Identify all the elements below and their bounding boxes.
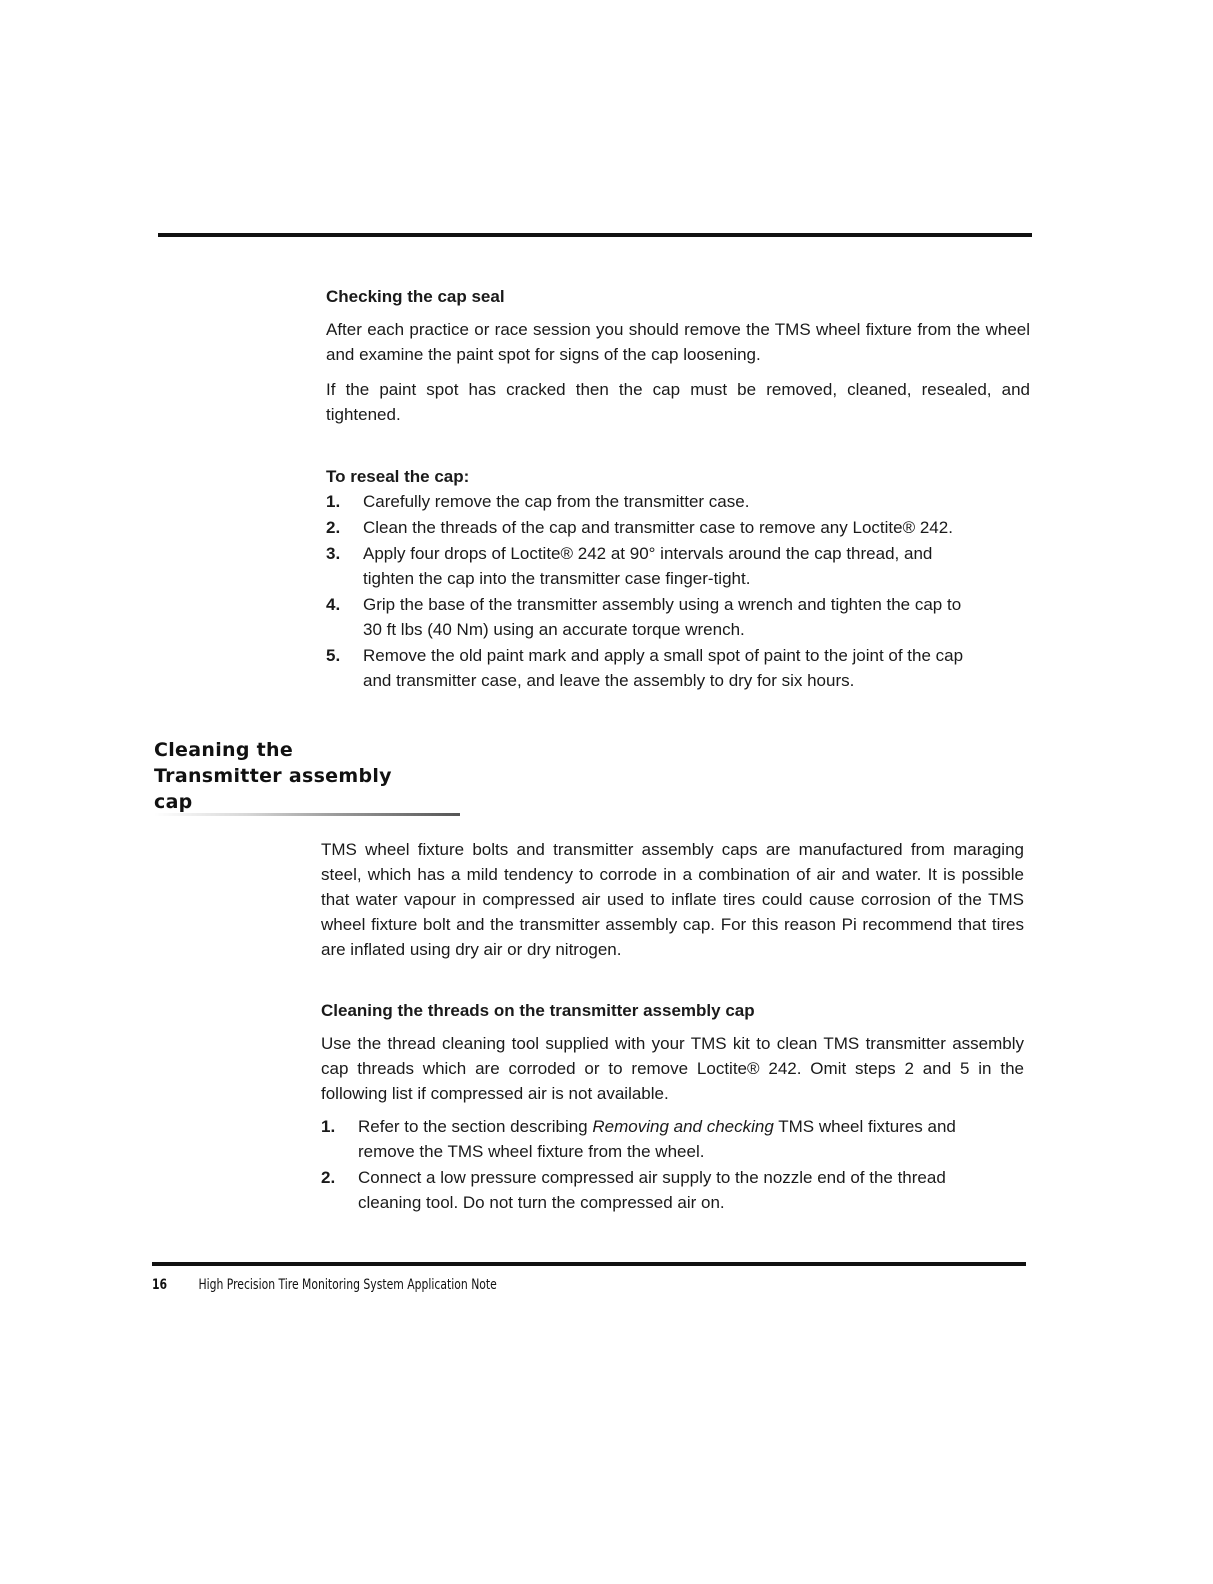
step-number: 5.: [326, 646, 341, 665]
list-item: [326, 643, 973, 693]
document-title: High Precision Tire Monitoring System Application Note: [198, 1277, 497, 1293]
step-text: Grip the base of the transmitter assembly using a wrench and tighten the cap to 30 ft lbs (40 Nm) using an accurate torque wrench.: [363, 595, 962, 639]
list-item: [326, 592, 973, 642]
step-number: 1.: [326, 492, 341, 511]
section-title-line: Transmitter assembly: [154, 765, 392, 787]
step-text: Remove the old paint mark and apply a small spot of paint to the joint of the cap and transmitter case, and leave the assembly to dry for six hours.: [363, 646, 964, 690]
list-item: [326, 541, 973, 591]
cleaning-threads-heading: Cleaning the threads on the transmitter assembly cap: [321, 1001, 755, 1020]
step-text: TMS wheel fixtures and remove the TMS wheel fixture from the wheel.: [358, 1117, 956, 1161]
bottom-rule: [152, 1262, 1026, 1266]
cleaning-intro-section: [321, 837, 1024, 962]
step-number: 2.: [321, 1168, 336, 1187]
section-title-line: cap: [154, 791, 193, 813]
cleaning-threads-paragraph: Use the thread cleaning tool supplied with your TMS kit to clean TMS transmitter assembly cap threads which are corroded or to remove Loctite® 242. Omit steps 2 and 5 in the following list if compressed air is not available.: [321, 1034, 1024, 1103]
step-text: Refer to the section describing: [358, 1117, 593, 1136]
checking-cap-seal-paragraph-1: After each practice or race session you should remove the TMS wheel fixture from the wheel and examine the paint spot for signs of the cap loosening.: [326, 320, 1030, 364]
list-item: [321, 1165, 968, 1215]
step-text: Clean the threads of the cap and transmitter case to remove any Loctite® 242.: [363, 518, 953, 537]
cleaning-section-title: [154, 737, 474, 815]
step-number: 4.: [326, 595, 341, 614]
page-number: 16: [152, 1277, 168, 1293]
step-text: Connect a low pressure compressed air supply to the nozzle end of the thread cleaning tool. Do not turn the compressed air on.: [358, 1168, 946, 1212]
cleaning-threads-section: [321, 998, 1024, 1216]
top-rule: [158, 233, 1032, 237]
reseal-cap-section: [326, 464, 1030, 694]
step-text: Carefully remove the cap from the transmitter case.: [363, 492, 750, 511]
step-number: 2.: [326, 518, 341, 537]
step-text: Apply four drops of Loctite® 242 at 90° intervals around the cap thread, and tighten the cap into the transmitter case finger-tight.: [363, 544, 933, 588]
reseal-steps-list: [326, 489, 1030, 693]
section-title-underline: [154, 813, 460, 816]
checking-cap-seal-section: [326, 284, 1030, 427]
cleaning-intro-paragraph: TMS wheel fixture bolts and transmitter assembly caps are manufactured from maraging steel, which has a mild tendency to corrode in a combination of air and water. It is possible that water vapour in compressed air used to inflate tires could cause corrosion of the TMS wheel fixture bolt and the transmitter assembly cap. For this reason Pi recommend that tires are inflated using dry air or dry nitrogen.: [321, 840, 1024, 959]
page-footer: [152, 1276, 497, 1294]
cleaning-steps-list: [321, 1114, 1024, 1215]
section-reference: Removing and checking: [592, 1117, 774, 1136]
section-title-line: Cleaning the: [154, 739, 294, 761]
list-item: [326, 489, 973, 514]
checking-cap-seal-heading: Checking the cap seal: [326, 287, 505, 306]
step-number: 3.: [326, 544, 341, 563]
list-item: [326, 515, 973, 540]
step-number: 1.: [321, 1117, 336, 1136]
reseal-cap-heading: To reseal the cap:: [326, 467, 470, 486]
checking-cap-seal-paragraph-2: If the paint spot has cracked then the cap must be removed, cleaned, resealed, and tightened.: [326, 380, 1030, 424]
list-item: [321, 1114, 968, 1164]
